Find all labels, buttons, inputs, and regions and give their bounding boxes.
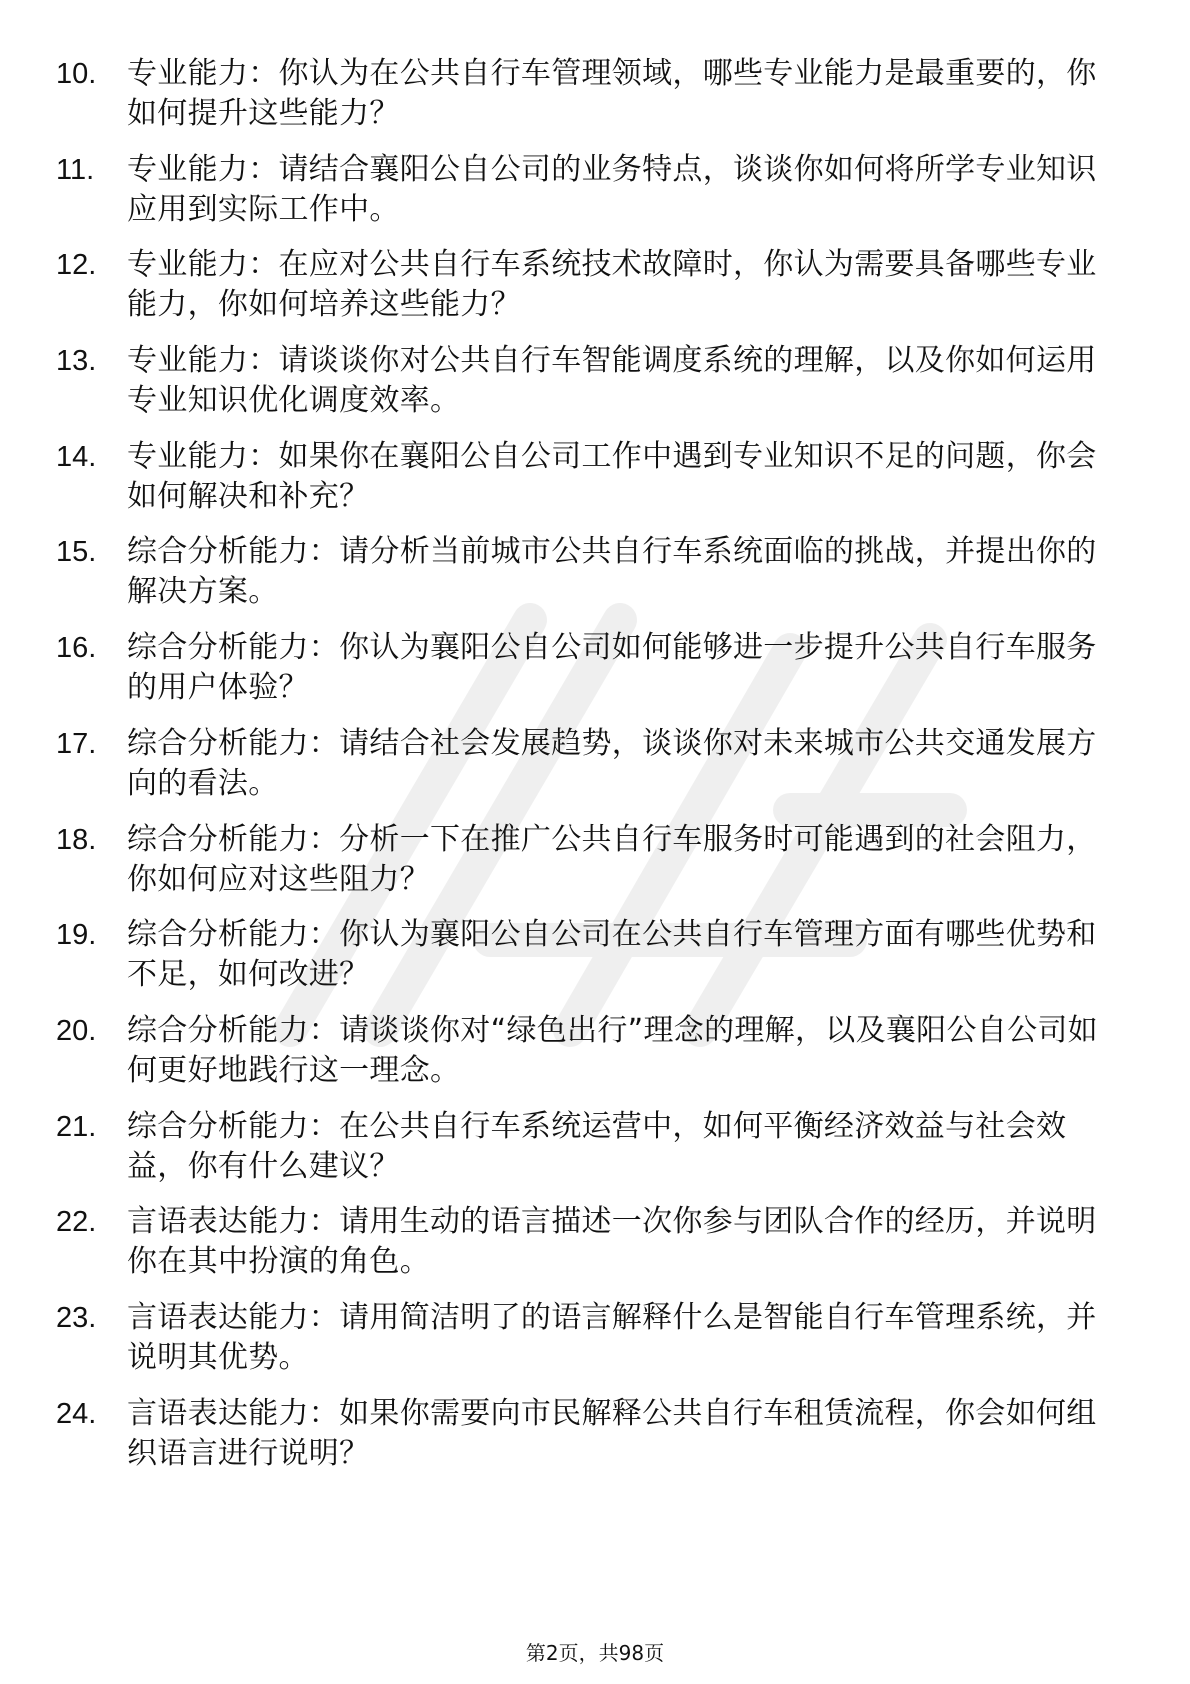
question-text: 专业能力：在应对公共自行车系统技术故障时，你认为需要具备哪些专业能力，你如何培养这些能力？ — [127, 247, 1097, 323]
question-number: 22. — [56, 1206, 97, 1239]
question-number: 10. — [56, 58, 97, 90]
question-item — [0, 1196, 1190, 1292]
question-item — [0, 1101, 1190, 1197]
question-text: 综合分析能力：你认为襄阳公自公司在公共自行车管理方面有哪些优势和不足，如何改进？ — [127, 917, 1097, 993]
question-item — [0, 909, 1190, 1005]
question-item — [0, 335, 1190, 431]
question-text: 言语表达能力：请用生动的语言描述一次你参与团队合作的经历，并说明你在其中扮演的角色。 — [127, 1204, 1097, 1280]
question-text: 言语表达能力：请用简洁明了的语言解释什么是智能自行车管理系统，并说明其优势。 — [127, 1299, 1097, 1375]
question-text: 综合分析能力：在公共自行车系统运营中，如何平衡经济效益与社会效益，你有什么建议？ — [127, 1108, 1067, 1184]
question-list — [0, 48, 1190, 1483]
page-footer: 第2页，共98页 — [525, 1641, 665, 1665]
question-text: 综合分析能力：请谈谈你对“绿色出行”理念的理解，以及襄阳公自公司如何更好地践行这一理念。 — [127, 1012, 1098, 1088]
question-item — [0, 1292, 1190, 1388]
question-item — [0, 431, 1190, 527]
question-text: 专业能力：如果你在襄阳公自公司工作中遇到专业知识不足的问题，你会如何解决和补充？ — [127, 438, 1097, 514]
question-number: 12. — [56, 249, 97, 282]
question-text: 综合分析能力：请分析当前城市公共自行车系统面临的挑战，并提出你的解决方案。 — [127, 534, 1097, 610]
question-number: 15. — [56, 536, 97, 569]
question-text: 言语表达能力：如果你需要向市民解释公共自行车租赁流程，你会如何组织语言进行说明？ — [127, 1395, 1097, 1471]
question-text: 专业能力：请谈谈你对公共自行车智能调度系统的理解，以及你如何运用专业知识优化调度效率。 — [127, 343, 1097, 419]
question-item — [0, 526, 1190, 622]
question-number: 18. — [56, 823, 97, 856]
question-item — [0, 814, 1190, 910]
question-number: 20. — [56, 1014, 97, 1047]
question-text: 综合分析能力：请结合社会发展趋势，谈谈你对未来城市公共交通发展方向的看法。 — [127, 725, 1097, 801]
question-item — [0, 622, 1190, 718]
question-number: 24. — [56, 1397, 97, 1430]
question-text: 专业能力：请结合襄阳公自公司的业务特点，谈谈你如何将所学专业知识应用到实际工作中。 — [127, 151, 1097, 227]
question-number: 19. — [56, 919, 97, 952]
question-number: 23. — [56, 1301, 97, 1334]
question-number: 17. — [56, 727, 97, 760]
question-number: 14. — [56, 440, 97, 473]
question-item — [0, 1005, 1190, 1101]
question-item — [0, 239, 1190, 335]
question-number: 21. — [56, 1110, 97, 1143]
question-text: 专业能力：你认为在公共自行车管理领域，哪些专业能力是最重要的，你如何提升这些能力？ — [127, 56, 1097, 131]
question-text: 综合分析能力：你认为襄阳公自公司如何能够进一步提升公共自行车服务的用户体验？ — [127, 630, 1097, 706]
question-number: 11. — [56, 153, 95, 186]
question-number: 16. — [56, 632, 97, 665]
question-item — [0, 48, 1190, 144]
question-item — [0, 144, 1190, 240]
question-item — [0, 718, 1190, 814]
question-number: 13. — [56, 345, 97, 378]
question-text: 综合分析能力：分析一下在推广公共自行车服务时可能遇到的社会阻力，你如何应对这些阻力？ — [127, 821, 1097, 897]
question-item — [0, 1388, 1190, 1484]
